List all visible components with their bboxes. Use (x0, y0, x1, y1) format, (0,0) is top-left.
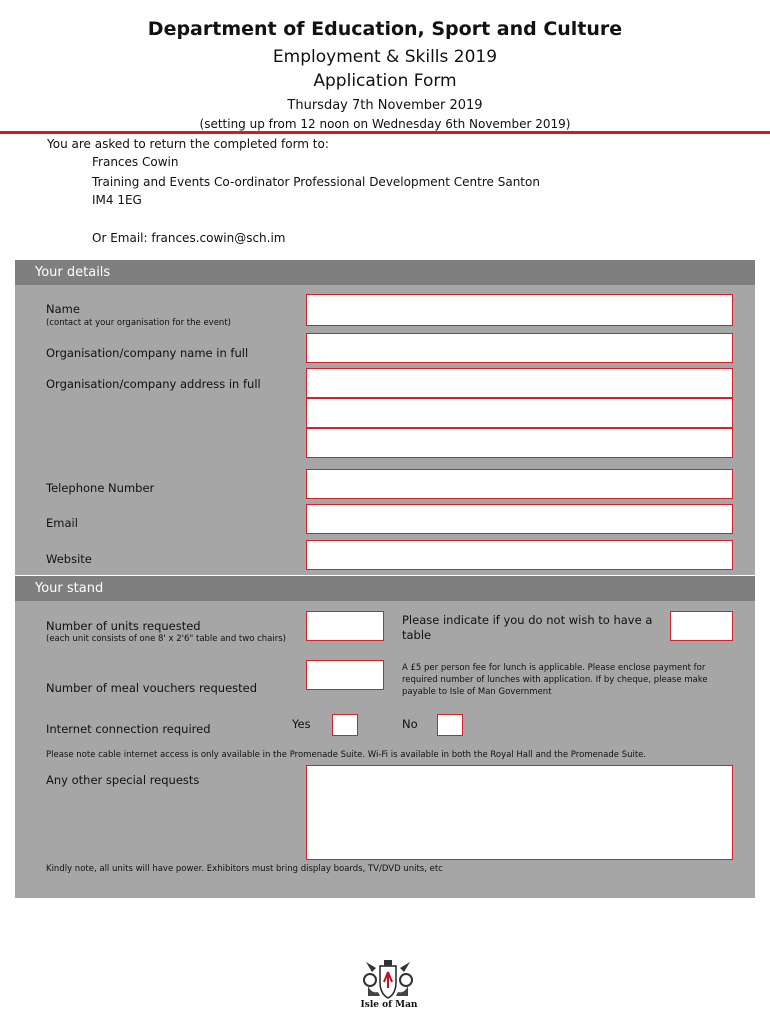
form-title: Application Form (313, 71, 457, 91)
contact-name: Frances Cowin (92, 155, 179, 169)
your-stand-heading: Your stand (15, 576, 755, 601)
name-label: Name (46, 302, 80, 316)
email-label: Email (46, 516, 78, 530)
units-field[interactable] (306, 611, 384, 641)
name-note: (contact at your organisation for the event) (46, 318, 231, 328)
internet-no-label: No (402, 717, 418, 731)
special-requests-field[interactable] (306, 765, 733, 860)
header-divider (0, 131, 770, 134)
return-instruction: You are asked to return the completed form to: (47, 137, 329, 151)
org-name-field[interactable] (306, 333, 733, 363)
phone-field[interactable] (306, 469, 733, 499)
meal-vouchers-field[interactable] (306, 660, 384, 690)
power-note: Kindly note, all units will have power. Exhibitors must bring display boards, TV/DVD units, etc (46, 864, 443, 874)
your-details-heading: Your details (15, 260, 755, 285)
phone-label: Telephone Number (46, 481, 155, 495)
meal-vouchers-label: Number of meal vouchers requested (46, 681, 258, 695)
department-title: Department of Education, Sport and Culture (147, 18, 623, 40)
website-label: Website (46, 552, 92, 566)
name-field[interactable] (306, 294, 733, 326)
address-line2-field[interactable] (306, 398, 733, 428)
units-label: Number of units requested (46, 619, 201, 633)
contact-role: Training and Events Co-ordinator Professional Development Centre Santon (92, 175, 540, 189)
no-table-label: Please indicate if you do not wish to have a table (402, 613, 653, 642)
internet-label: Internet connection required (46, 722, 211, 736)
units-note: (each unit consists of one 8' x 2'6" table and two chairs) (46, 634, 286, 644)
isle-of-man-logo-text: Isle of Man (360, 1000, 418, 1010)
cable-note: Please note cable internet access is only available in the Promenade Suite. Wi-Fi is available in both the Royal Hall and the Promenade Suite. (46, 750, 647, 760)
internet-yes-label: Yes (292, 717, 311, 731)
event-date: Thursday 7th November 2019 (287, 98, 483, 113)
website-field[interactable] (306, 540, 733, 570)
event-title: Employment & Skills 2019 (272, 47, 498, 67)
address-label: Organisation/company address in full (46, 377, 261, 391)
contact-postcode: IM4 1EG (92, 193, 142, 207)
meal-fee-note: A £5 per person fee for lunch is applicable. Please enclose payment for required number of lunches with application. If by cheque, please make payable to Isle of Man Government (402, 663, 708, 697)
internet-no-checkbox[interactable] (437, 714, 463, 736)
special-requests-label: Any other special requests (46, 773, 200, 787)
address-line1-field[interactable] (306, 368, 733, 398)
contact-email: Or Email: frances.cowin@sch.im (92, 231, 286, 245)
internet-yes-checkbox[interactable] (332, 714, 358, 736)
address-line3-field[interactable] (306, 428, 733, 458)
no-table-field[interactable] (670, 611, 733, 641)
org-name-label: Organisation/company name in full (46, 346, 249, 360)
setup-time: (setting up from 12 noon on Wednesday 6th November 2019) (199, 117, 571, 131)
email-field[interactable] (306, 504, 733, 534)
